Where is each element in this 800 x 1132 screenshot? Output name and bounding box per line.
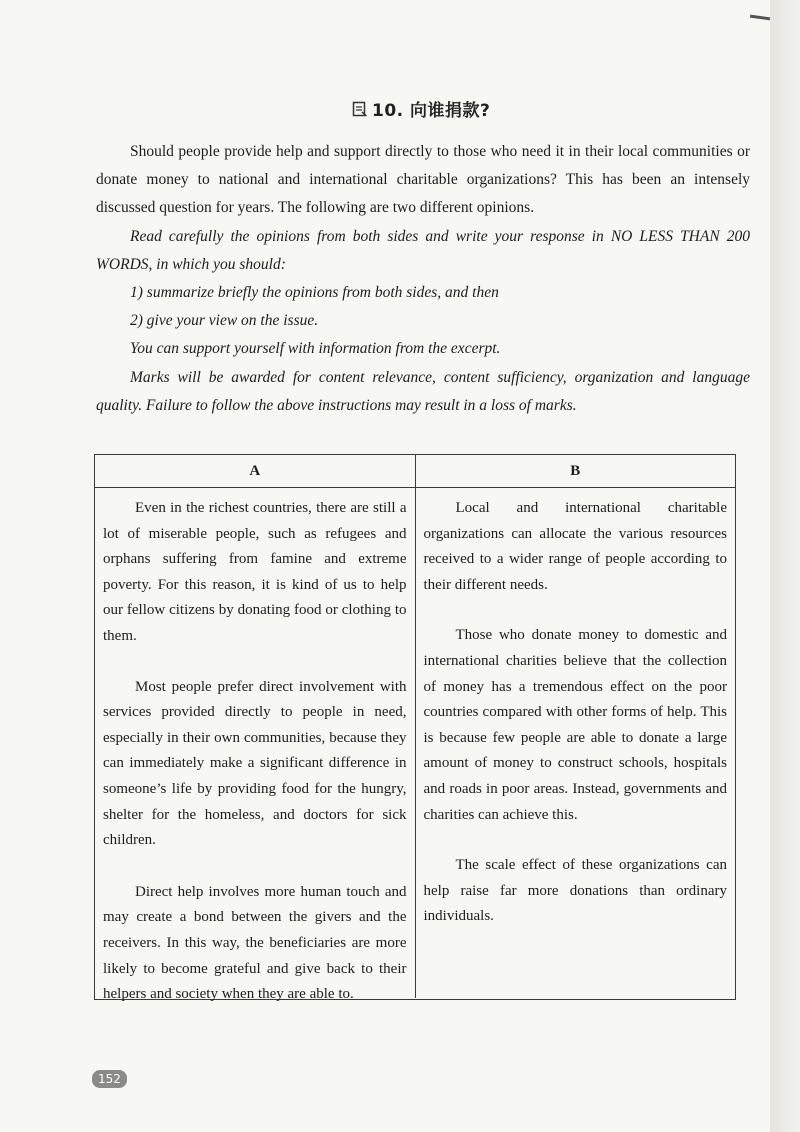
opinion-b-paragraph: The scale effect of these organizations can help raise far more donations than ordinary individuals.	[423, 857, 727, 925]
table-body-row	[95, 488, 735, 1003]
document-icon	[352, 101, 368, 117]
opinion-b-paragraph: Local and international charitable organizations can allocate the various resources received to a wider range of people according to their different needs.	[423, 500, 727, 593]
instructions	[96, 138, 750, 420]
opinion-a-paragraph: Even in the richest countries, there are still a lot of miserable people, such as refugees and orphans suffering from famine and extreme poverty. For this reason, it is kind of us to help our fellow citizens by donating food or clothing to them.	[103, 500, 407, 644]
marks-note: Marks will be awarded for content relevance, content sufficiency, organization and language quality. Failure to follow the above instructions may result in a loss of marks.	[96, 368, 750, 414]
header-a: A	[249, 462, 261, 479]
support-note: You can support yourself with information from the excerpt.	[130, 340, 501, 358]
opinion-a-paragraph: Most people prefer direct involvement with services provided directly to people in need, especially in their own communities, because they can immediately make a significant difference in someone’s life by providing food for the hungry, shelter for the homeless, and doctors for sick children.	[103, 678, 407, 849]
title-text: 10. 向谁捐款?	[372, 101, 491, 121]
header-b: B	[415, 455, 736, 487]
intro-paragraph: Should people provide help and support directly to those who need it in their local communities or donate money to national and international charitable organizations? This has been an intensely discussed question for years. The following are two different opinions.	[96, 143, 750, 217]
page-number: 152	[92, 1070, 127, 1088]
task-instruction: Read carefully the opinions from both sides and write your response in NO LESS THAN 200 WORDS, in which you should:	[96, 227, 750, 273]
opinion-b-column	[415, 488, 736, 998]
page-shadow-edge	[770, 0, 800, 1132]
page-title	[352, 96, 490, 121]
opinions-table	[94, 454, 736, 1003]
opinion-a-paragraph: Direct help involves more human touch and may create a bond between the givers and the receivers. In this way, the beneficiaries are more likely to become grateful and give back to their helpers and society when they are able to.	[103, 883, 407, 1003]
table-header-row	[95, 455, 735, 488]
task-item-1: 1) summarize briefly the opinions from both sides, and then	[130, 284, 499, 302]
opinion-a-column	[95, 488, 415, 1003]
opinion-b-paragraph: Those who donate money to domestic and international charities believe that the collection of money has a tremendous effect on the poor countries compared with other forms of help. This is because few people are able to donate a large amount of money to construct schools, hospitals and roads in poor areas. Instead, governments and charities can achieve this.	[423, 627, 727, 823]
task-item-2: 2) give your view on the issue.	[130, 312, 319, 330]
